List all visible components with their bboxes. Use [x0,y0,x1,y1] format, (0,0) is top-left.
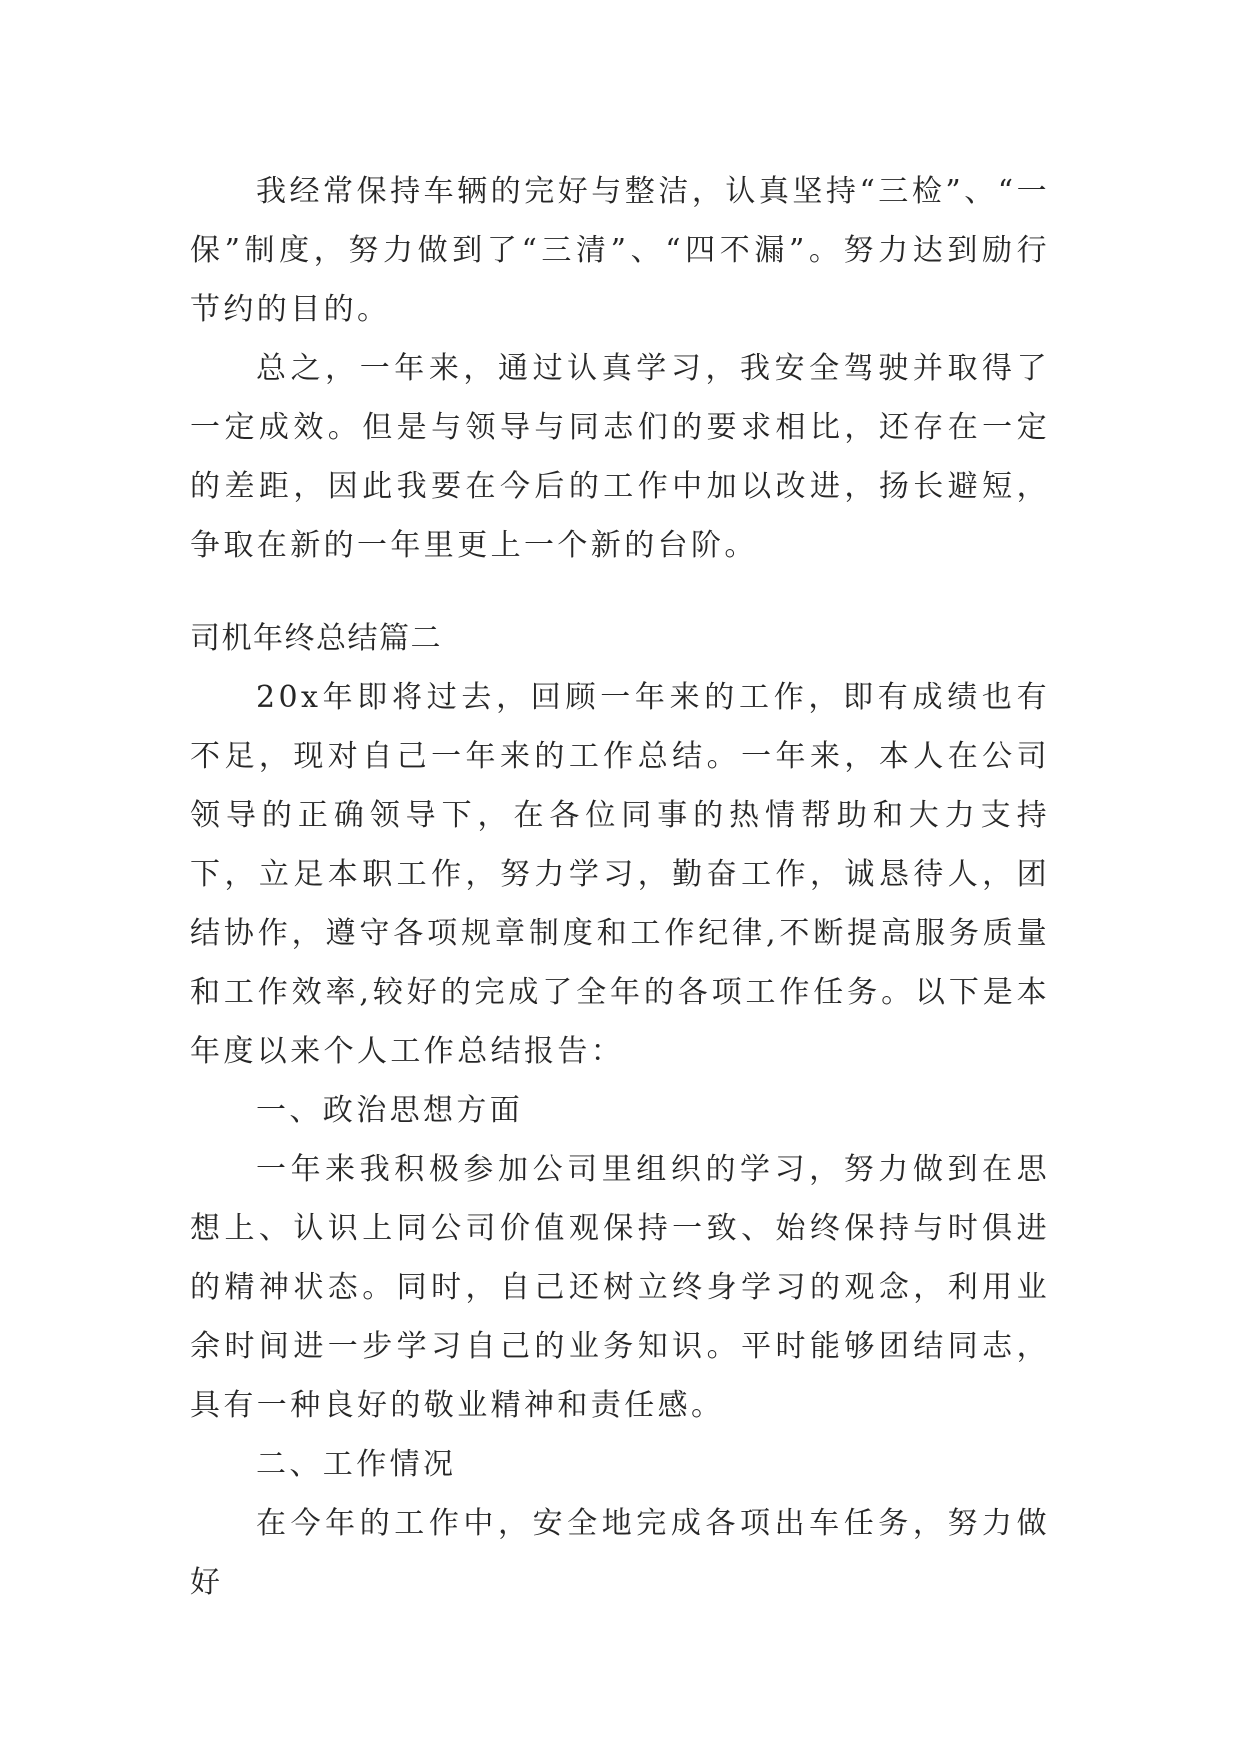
paragraph-political-thought: 一年来我积极参加公司里组织的学习，努力做到在思想上、认识上同公司价值观保持一致、始终保持与时俱进的精神状态。同时，自己还树立终身学习的观念，利用业余时间进一步学习自己的业务知识。平时能够团结同志，具有一种良好的敬业精神和责任感。 [190,1152,1050,1423]
paragraph-vehicle-maintenance: 我经常保持车辆的完好与整洁，认真坚持“三检”、“一保”制度，努力做到了“三清”、“四不漏”。努力达到励行节约的目的。 [190,174,1050,327]
paragraph-intro: 20x年即将过去，回顾一年来的工作，即有成绩也有不足，现对自己一年来的工作总结。一年来，本人在公司领导的正确领导下，在各位同事的热情帮助和大力支持下，立足本职工作，努力学习，勤奋工作，诚恳待人，团结协作，遵守各项规章制度和工作纪律,不断提高服务质量和工作效率,较好的完成了全年的各项工作任务。以下是本年度以来个人工作总结报告： [190,680,1050,1069]
heading-political-thought: 一、政治思想方面 [256,1093,524,1128]
heading-work-situation: 二、工作情况 [256,1447,457,1482]
section-title: 司机年终总结篇二 [190,621,442,656]
paragraph-work-situation: 在今年的工作中，安全地完成各项出车任务，努力做好 [190,1506,1050,1600]
document-body [190,162,1050,1612]
paragraph-summary: 总之，一年来，通过认真学习，我安全驾驶并取得了一定成效。但是与领导与同志们的要求相比，还存在一定的差距，因此我要在今后的工作中加以改进，扬长避短，争取在新的一年里更上一个新的台阶。 [190,351,1050,563]
